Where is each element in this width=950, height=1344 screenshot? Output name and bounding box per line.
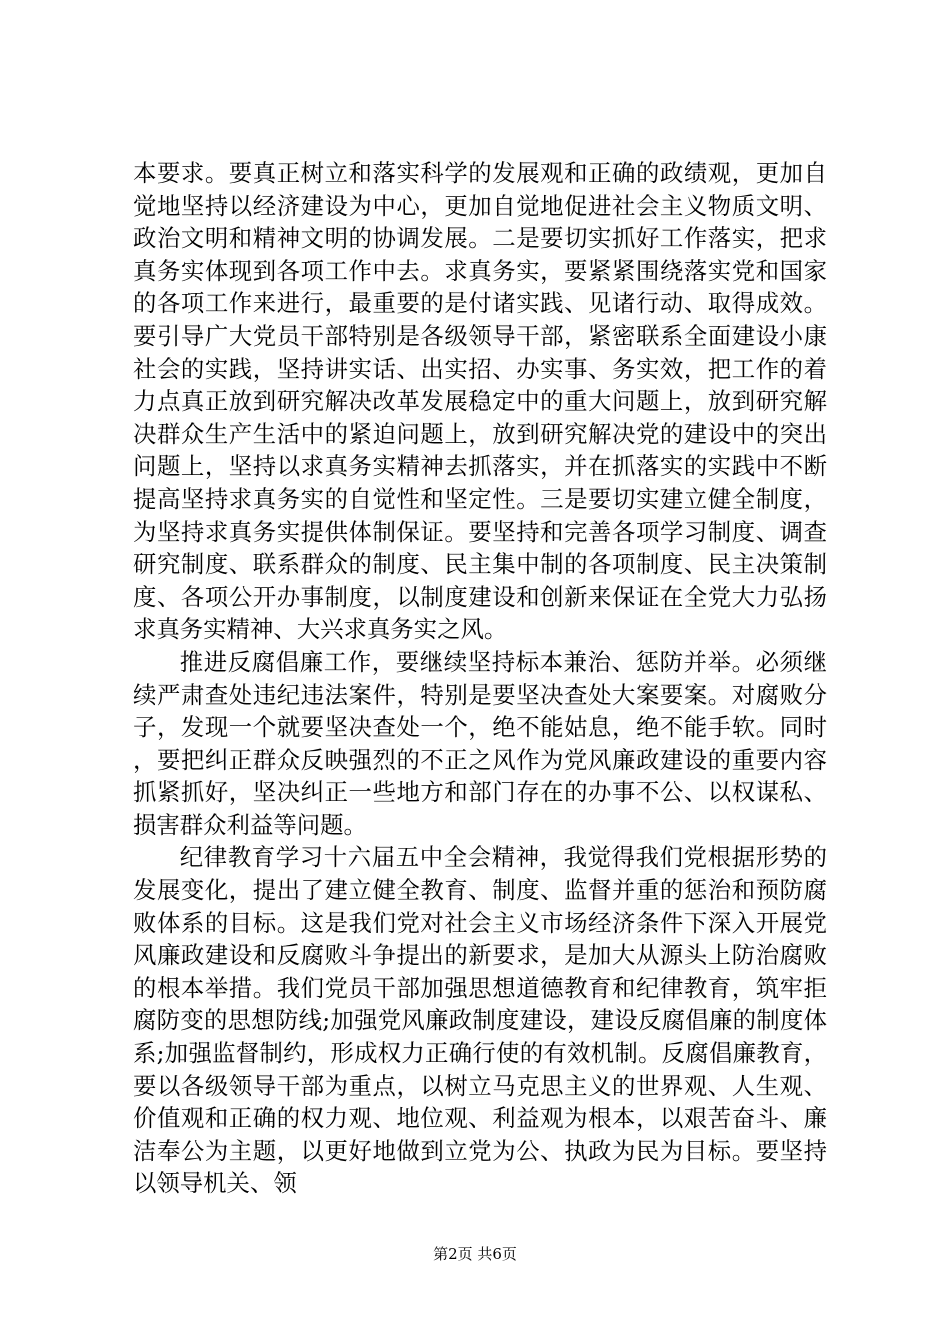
page-footer: 第2页 共6页 <box>433 1245 517 1263</box>
paragraph-1: 本要求。要真正树立和落实科学的发展观和正确的政绩观，更加自觉地坚持以经济建设为中心，更加自觉地促进社会主义物质文明、政治文明和精神文明的协调发展。二是要切实抓好工作落实，把求真务实体现到各项工作中去。求真务实，要紧紧围绕落实党和国家的各项工作来进行，最重要的是付诸实践、见诸行动、取得成效。要引导广大党员干部特别是各级领导干部，紧密联系全面建设小康社会的实践，坚持讲实话、出实招、办实事、务实效，把工作的着力点真正放到研究解决改革发展稳定中的重大问题上，放到研究解决群众生产生活中的紧迫问题上，放到研究解决党的建设中的突出问题上，坚持以求真务实精神去抓落实，并在抓落实的实践中不断提高坚持求真务实的自觉性和坚定性。三是要切实建立健全制度，为坚持求真务实提供体制保证。要坚持和完善各项学习制度、调查研究制度、联系群众的制度、民主集中制的各项制度、民主决策制度、各项公开办事制度，以制度建设和创新来保证在全党大力弘扬求真务实精神、大兴求真务实之风。 <box>133 159 827 644</box>
paragraph-3: 纪律教育学习十六届五中全会精神，我觉得我们党根据形势的发展变化，提出了建立健全教育、制度、监督并重的惩治和预防腐败体系的目标。这是我们党对社会主义市场经济条件下深入开展党风廉政建设和反腐败斗争提出的新要求，是加大从源头上防治腐败的根本举措。我们党员干部加强思想道德教育和纪律教育，筑牢拒腐防变的思想防线;加强党风廉政制度建设，建设反腐倡廉的制度体系;加强监督制约，形成权力正确行使的有效机制。反腐倡廉教育，要以各级领导干部为重点，以树立马克思主义的世界观、人生观、价值观和正确的权力观、地位观、利益观为根本，以艰苦奋斗、廉洁奉公为主题，以更好地做到立党为公、执政为民为目标。要坚持以领导机关、领 <box>133 843 827 1198</box>
document-body <box>133 157 827 1200</box>
paragraph-2: 推进反腐倡廉工作，要继续坚持标本兼治、惩防并举。必须继续严肃查处违纪违法案件，特别是要坚决查处大案要案。对腐败分子，发现一个就要坚决查处一个，绝不能姑息，绝不能手软。同时，要把纠正群众反映强烈的不正之风作为党风廉政建设的重要内容抓紧抓好，坚决纠正一些地方和部门存在的办事不公、以权谋私、损害群众利益等问题。 <box>133 647 827 839</box>
